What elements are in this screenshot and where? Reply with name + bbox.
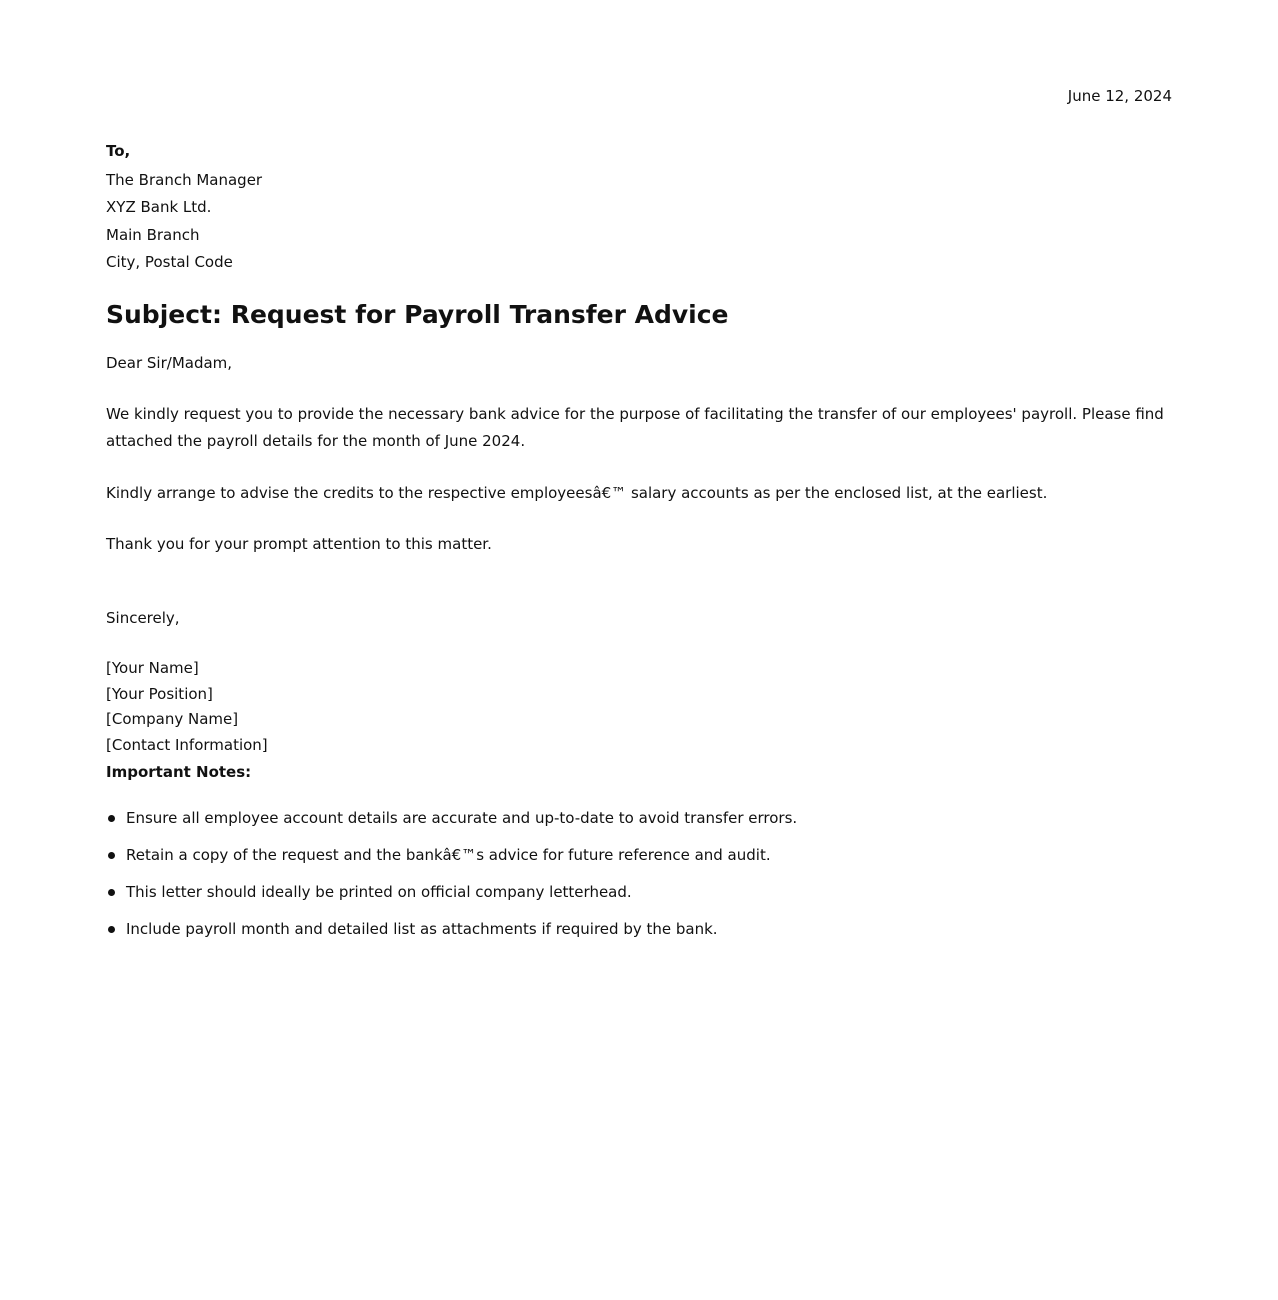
note-text: Retain a copy of the request and the bankâ€™s advice for future reference and audit. xyxy=(126,846,771,864)
recipient-line-branch: Main Branch xyxy=(106,225,200,244)
list-item xyxy=(106,879,797,916)
signature-block xyxy=(106,656,268,759)
body-paragraph-request: We kindly request you to provide the necessary bank advice for the purpose of facilitating the transfer of our employees' payroll. Please find attached the payroll details for the month of June 2024. xyxy=(106,405,1164,450)
note-text: This letter should ideally be printed on official company letterhead. xyxy=(126,883,632,901)
recipient-line-title: The Branch Manager xyxy=(106,171,263,189)
signature-company: [Company Name] xyxy=(106,710,239,729)
bullet-icon xyxy=(108,852,115,859)
note-text: Include payroll month and detailed list as attachments if required by the bank. xyxy=(126,920,718,938)
list-item xyxy=(106,805,797,842)
signature-position: [Your Position] xyxy=(106,684,213,703)
bullet-icon xyxy=(108,815,115,822)
list-item xyxy=(106,916,797,953)
list-item xyxy=(106,842,797,879)
body-paragraph-arrange: Kindly arrange to advise the credits to the respective employeesâ€™ salary accounts as per the enclosed list, at the earliest. xyxy=(106,484,1048,502)
signature-name: [Your Name] xyxy=(106,659,199,677)
notes-list xyxy=(106,805,797,953)
notes-heading: Important Notes: xyxy=(106,763,252,781)
recipient-line-city: City, Postal Code xyxy=(106,252,233,271)
recipient-block xyxy=(106,141,262,276)
salutation: Dear Sir/Madam, xyxy=(106,354,233,372)
letter-subject: Subject: Request for Payroll Transfer Advice xyxy=(106,300,729,329)
body-paragraph-thanks: Thank you for your prompt attention to this matter. xyxy=(106,535,492,553)
signature-contact: [Contact Information] xyxy=(106,736,268,755)
recipient-to-label: To, xyxy=(106,142,131,160)
bullet-icon xyxy=(108,926,115,933)
letter-date: June 12, 2024 xyxy=(1067,87,1172,105)
recipient-line-bank: XYZ Bank Ltd. xyxy=(106,198,212,217)
closing: Sincerely, xyxy=(106,609,180,627)
bullet-icon xyxy=(108,889,115,896)
note-text: Ensure all employee account details are accurate and up-to-date to avoid transfer errors. xyxy=(126,809,798,827)
